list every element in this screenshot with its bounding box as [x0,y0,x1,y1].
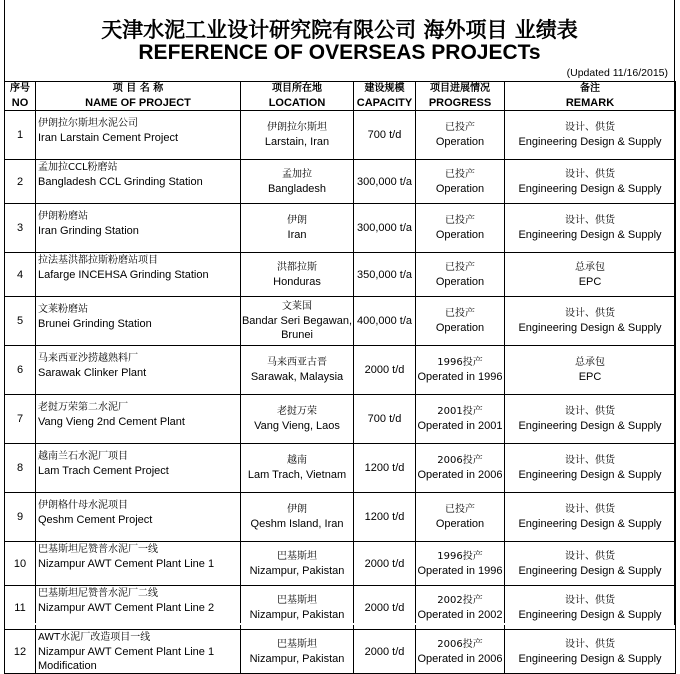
cell-location [241,444,354,493]
location-cn: 文莱国 [282,301,312,312]
project-name-cn: 老挝万荣第二水泥厂 [38,402,128,413]
header-remark [505,82,676,111]
progress-cn: 已投产 [445,308,475,319]
header-name [36,82,241,111]
cell-no: 6 [5,346,36,395]
cell-progress [416,204,505,253]
location-en: Lam Trach, Vietnam [247,469,347,481]
project-name-cn: 文莱粉磨站 [38,304,88,315]
cell-capacity [354,395,416,444]
cell-project-name [36,444,241,493]
project-name-cn: 越南兰石水泥厂项目 [38,451,128,462]
cell-no: 12 [5,630,36,674]
remark-cn: 设计、供货 [565,215,615,226]
cell-project-name [36,346,241,395]
project-name-en: Brunei Grinding Station [38,318,152,330]
remark-cn: 设计、供货 [565,308,615,319]
progress-en: Operated in 2006 [417,652,503,665]
cell-no: 2 [5,160,36,204]
cell-capacity [354,346,416,395]
project-name-cn: 巴基斯坦尼赞普水泥厂二线 [38,588,158,599]
cell-no: 9 [5,493,36,542]
location-cn: 伊朗拉尔斯坦 [267,122,327,133]
header-location-en: LOCATION [268,97,326,109]
table-row [5,160,676,204]
cell-remark [505,395,676,444]
capacity-value: 2000 t/d [364,645,405,658]
remark-cn: 设计、供货 [565,406,615,417]
header-location-cn: 项目所在地 [272,83,322,94]
progress-en: Operation [435,322,485,334]
remark-en: EPC [578,371,602,383]
progress-cn: 已投产 [445,261,475,273]
table-row [5,444,676,493]
header-capacity [354,82,416,111]
location-cn: 巴基斯坦 [277,594,317,606]
cell-location [241,630,354,674]
table-row [5,111,676,160]
header-no-en: NO [11,97,29,109]
progress-en: Operation [435,275,485,288]
projects-table [4,81,676,674]
progress-cn: 2006投产 [437,455,483,466]
progress-en: Operation [435,182,485,195]
progress-cn: 已投产 [445,504,475,515]
location-en: Bandar Seri Begawan, Brunei [241,315,353,341]
location-en: Nizampur, Pakistan [249,608,345,621]
project-name-cn: 伊朗格什母水泥项目 [38,500,128,511]
table-header-row [5,82,676,111]
cell-no: 3 [5,204,36,253]
project-name-cn: 拉法基洪都拉斯粉磨站项目 [38,255,158,266]
progress-cn: 已投产 [445,122,475,133]
cell-location [241,297,354,346]
cell-project-name [36,395,241,444]
location-cn: 马来西亚古晋 [267,357,327,368]
cell-progress [416,160,505,204]
cell-location [241,204,354,253]
project-name-cn: 伊朗拉尔斯坦水泥公司 [38,118,138,129]
cell-project-name [36,160,241,204]
cell-progress [416,253,505,297]
project-name-en: Lafarge INCEHSA Grinding Station [38,269,209,281]
capacity-value: 700 t/d [367,129,402,141]
cell-project-name [36,111,241,160]
remark-cn: 设计、供货 [565,550,615,562]
cell-capacity [354,493,416,542]
header-location [241,82,354,111]
cell-progress [416,542,505,586]
cell-remark [505,493,676,542]
header-progress-en: PROGRESS [428,97,492,109]
capacity-value: 400,000 t/a [356,315,413,327]
capacity-value: 2000 t/d [364,601,405,614]
capacity-value: 350,000 t/a [356,268,413,281]
cell-remark [505,204,676,253]
project-name-cn: 马来西亚沙捞越熟料厂 [38,353,138,364]
cell-no: 5 [5,297,36,346]
cell-project-name [36,630,241,674]
location-en: Nizampur, Pakistan [249,564,345,577]
cell-capacity [354,444,416,493]
cell-remark [505,160,676,204]
cell-progress [416,297,505,346]
header-progress-cn: 项目进展情况 [430,83,490,94]
updated-date: (Updated 11/16/2015) [566,67,668,79]
progress-cn: 2002投产 [437,594,483,606]
cell-capacity [354,204,416,253]
cell-remark [505,542,676,586]
progress-en: Operated in 1996 [417,564,503,577]
cell-remark [505,630,676,674]
table-row [5,542,676,586]
location-en: Vang Vieng, Laos [254,420,340,432]
cell-location [241,542,354,586]
cell-progress [416,493,505,542]
cell-capacity [354,297,416,346]
cell-project-name [36,253,241,297]
cell-project-name [36,297,241,346]
remark-en: EPC [578,275,602,288]
table-row [5,630,676,674]
cell-remark [505,346,676,395]
header-name-en: NAME OF PROJECT [85,97,191,109]
project-name-en: Nizampur AWT Cement Plant Line 1 [38,558,215,570]
cell-progress [416,630,505,674]
cell-no: 11 [5,586,36,630]
progress-en: Operated in 2002 [417,608,503,621]
location-en: Honduras [273,275,321,288]
cell-progress [416,395,505,444]
project-name-en: Nizampur AWT Cement Plant Line 1 Modification [38,646,215,672]
location-en: Qeshm Island, Iran [250,518,344,530]
location-cn: 巴基斯坦 [277,550,317,562]
location-cn: 伊朗 [287,504,307,515]
project-name-en: Bangladesh CCL Grinding Station [38,176,203,188]
cell-capacity [354,253,416,297]
progress-cn: 已投产 [445,215,475,226]
header-remark-en: REMARK [565,97,615,109]
table-row [5,204,676,253]
project-name-en: Lam Trach Cement Project [38,465,169,477]
progress-en: Operated in 2001 [417,420,503,432]
location-cn: 老挝万荣 [277,406,317,417]
page-title-english: REFERENCE OF OVERSEAS PROJECTs [138,41,541,64]
project-name-cn: AWT水泥厂改造项目一线 [38,632,151,643]
location-cn: 越南 [287,455,307,466]
cell-location [241,160,354,204]
cell-progress [416,346,505,395]
cell-no: 4 [5,253,36,297]
header-progress [416,82,505,111]
location-en: Sarawak, Malaysia [250,371,344,383]
cell-remark [505,111,676,160]
location-en: Bangladesh [267,182,327,195]
location-en: Larstain, Iran [264,136,330,148]
capacity-value: 300,000 t/a [356,222,413,234]
page-title-chinese: 天津水泥工业设计研究院有限公司 海外项目 业绩表 [101,18,578,42]
progress-cn: 1996投产 [437,550,483,562]
cell-remark [505,297,676,346]
remark-en: Engineering Design & Supply [518,420,662,432]
cell-location [241,346,354,395]
table-row [5,346,676,395]
cell-progress [416,444,505,493]
cell-capacity [354,111,416,160]
remark-cn: 设计、供货 [565,594,615,606]
header-no [5,82,36,111]
capacity-value: 1200 t/d [364,462,405,474]
cell-capacity [354,542,416,586]
project-name-en: Nizampur AWT Cement Plant Line 2 [38,602,215,614]
project-name-en: Iran Larstain Cement Project [38,132,179,144]
location-cn: 伊朗 [287,215,307,226]
progress-cn: 2001投产 [437,406,483,417]
project-name-cn: 巴基斯坦尼赞普水泥厂一线 [38,544,158,555]
remark-en: Engineering Design & Supply [518,518,662,530]
table-row [5,297,676,346]
cell-location [241,493,354,542]
progress-en: Operated in 1996 [417,371,503,383]
remark-en: Engineering Design & Supply [518,469,662,481]
cell-no: 7 [5,395,36,444]
cell-location [241,111,354,160]
remark-cn: 设计、供货 [565,455,615,466]
header-name-cn: 项 目 名 称 [112,83,164,94]
location-en: Nizampur, Pakistan [249,652,345,665]
project-name-cn: 伊朗粉磨站 [38,211,88,222]
remark-en: Engineering Design & Supply [518,229,662,241]
table-row [5,395,676,444]
location-cn: 孟加拉 [282,168,312,180]
remark-cn: 设计、供货 [565,504,615,515]
progress-en: Operation [435,229,485,241]
cell-capacity [354,160,416,204]
project-name-en: Qeshm Cement Project [38,514,153,526]
cell-project-name [36,542,241,586]
cell-no: 10 [5,542,36,586]
remark-cn: 设计、供货 [565,638,615,650]
progress-cn: 2006投产 [437,638,483,650]
table-row [5,493,676,542]
table-row [5,253,676,297]
remark-en: Engineering Design & Supply [518,322,662,334]
remark-cn: 总承包 [575,357,605,368]
header-capacity-cn: 建设规模 [364,83,405,94]
cell-project-name [36,204,241,253]
cell-no: 1 [5,111,36,160]
remark-cn: 设计、供货 [565,122,615,133]
project-name-cn: 孟加拉CCL粉磨站 [38,162,118,173]
capacity-value: 2000 t/d [364,557,405,570]
project-name-en: Iran Grinding Station [38,225,139,237]
header-remark-cn: 备注 [580,83,600,94]
remark-en: Engineering Design & Supply [518,182,662,195]
cell-remark [505,444,676,493]
project-name-en: Sarawak Clinker Plant [38,367,147,379]
remark-cn: 设计、供货 [565,168,615,180]
progress-cn: 1996投产 [437,357,483,368]
capacity-value: 2000 t/d [364,364,405,376]
cell-location [241,395,354,444]
location-cn: 洪都拉斯 [277,261,317,273]
reference-document [4,0,675,672]
cell-progress [416,111,505,160]
capacity-value: 300,000 t/a [356,175,413,188]
remark-en: Engineering Design & Supply [518,608,662,621]
cell-location [241,253,354,297]
progress-en: Operation [435,136,485,148]
progress-en: Operation [435,518,485,530]
cell-capacity [354,630,416,674]
remark-en: Engineering Design & Supply [518,564,662,577]
remark-cn: 总承包 [575,261,605,273]
capacity-value: 1200 t/d [364,511,405,523]
project-name-en: Vang Vieng 2nd Cement Plant [38,416,185,428]
cell-remark [505,253,676,297]
progress-cn: 已投产 [445,168,475,180]
cell-no: 8 [5,444,36,493]
header-no-cn: 序号 [10,83,30,94]
location-en: Iran [287,229,307,241]
remark-en: Engineering Design & Supply [518,136,662,148]
progress-en: Operated in 2006 [417,469,503,481]
capacity-value: 700 t/d [367,413,402,425]
location-cn: 巴基斯坦 [277,638,317,650]
header-capacity-en: CAPACITY [356,97,413,109]
cell-project-name [36,493,241,542]
remark-en: Engineering Design & Supply [518,652,662,665]
